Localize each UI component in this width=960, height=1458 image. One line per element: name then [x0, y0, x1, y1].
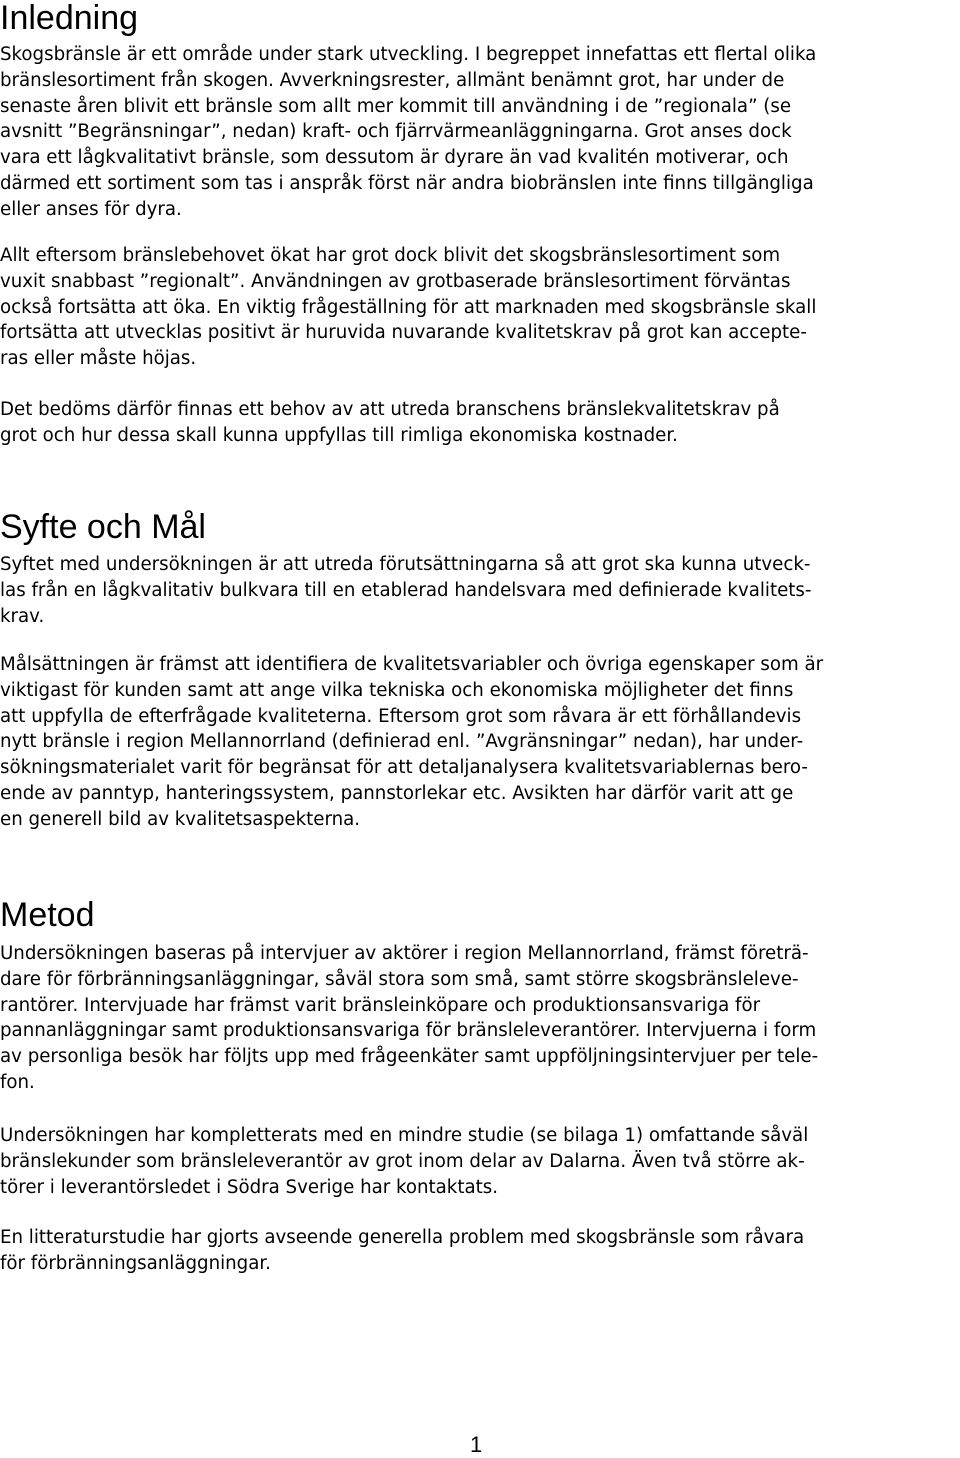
text-line: krav.: [0, 605, 45, 627]
text-line: avsnitt ”Begränsningar”, nedan) kraft- och fjärrvärmeanläggningarna. Grot anses dock: [0, 121, 792, 143]
text-line: en generell bild av kvalitetsaspekterna.: [0, 808, 361, 830]
text-line: ras eller måste höjas.: [0, 348, 197, 370]
text-line: Undersökningen baseras på intervjuer av aktörer i region Mellannorrland, främst företrä-: [0, 943, 809, 964]
text-line: vara ett lågkvalitativt bränsle, som dessutom är dyrare än vad kvalitén motiverar, och: [0, 147, 789, 169]
text-line: nytt bränsle i region Mellannorrland (definierad enl. ”Avgränsningar” nedan), har under-: [0, 731, 804, 753]
text-line: Undersökningen har kompletterats med en mindre studie (se bilaga 1) omfattande såväl: [0, 1125, 809, 1146]
text-line: Syftet med undersökningen är att utreda förutsättningarna så att grot ska kunna utveck-: [0, 554, 811, 575]
text-line: för förbränningsanläggningar.: [0, 1252, 271, 1274]
text-line: las från en lågkvalitativ bulkvara till en etablerad handelsvara med definierade kvalitets-: [0, 579, 812, 601]
text-line: grot och hur dessa skall kunna uppfyllas till rimliga ekonomiska kostnader.: [0, 424, 678, 446]
text-line: fortsätta att utvecklas positivt är huruvida nuvarande kvalitetskrav på grot kan accepte-: [0, 322, 807, 344]
section-heading-syfte-och-mal: Syfte och Mål: [0, 508, 206, 546]
text-line: viktigast för kunden samt att ange vilka tekniska och ekonomiska möjligheter det finns: [0, 679, 794, 701]
text-line: rantörer. Intervjuade har främst varit bränsleinköpare och produktionsansvariga för: [0, 994, 761, 1016]
text-line: Målsättningen är främst att identifiera de kvalitetsvariabler och övriga egenskaper som är: [0, 654, 824, 675]
text-line: därmed ett sortiment som tas i anspråk först när andra biobränslen inte finns tillgängliga: [0, 172, 814, 194]
text-line: En litteraturstudie har gjorts avseende generella problem med skogsbränsle som råvara: [0, 1227, 805, 1248]
section-heading-inledning: Inledning: [0, 0, 139, 37]
text-line: dare för förbränningsanläggningar, såväl stora som små, samt större skogsbränsleleve-: [0, 968, 799, 990]
text-line: sökningsmaterialet varit för begränsat för att detaljanalysera kvalitetsvariablernas bero-: [0, 757, 808, 779]
text-line: också fortsätta att öka. En viktig frågeställning för att marknaden med skogsbränsle skall: [0, 296, 817, 318]
paragraph: [0, 652, 958, 833]
paragraph: [0, 941, 958, 1096]
paragraph: [0, 1225, 958, 1277]
text-line: senaste åren blivit ett bränsle som allt mer kommit till användning i de ”regionala” (se: [0, 95, 792, 117]
text-line: ende av panntyp, hanteringssystem, pannstorlekar etc. Avsikten har därför varit att ge: [0, 782, 794, 804]
page-number: 1: [470, 1432, 483, 1457]
paragraph: [0, 397, 958, 449]
text-line: fon.: [0, 1071, 35, 1093]
text-line: bränslekunder som bränsleleverantör av grot inom delar av Dalarna. Även två större ak-: [0, 1150, 805, 1172]
text-line: av personliga besök har följts upp med frågeenkäter samt uppföljningsintervjuer per tele-: [0, 1046, 819, 1068]
text-line: vuxit snabbast ”regionalt”. Användningen av grotbaserade bränslesortiment förväntas: [0, 270, 791, 292]
paragraph: [0, 1123, 958, 1200]
text-line: att uppfylla de efterfrågade kvaliteterna. Eftersom grot som råvara är ett förhållandevis: [0, 705, 802, 727]
paragraph: [0, 42, 958, 223]
text-line: Skogsbränsle är ett område under stark utveckling. I begreppet innefattas ett flertal olika: [0, 44, 817, 65]
paragraph: [0, 552, 958, 629]
text-line: törer i leverantörsledet i Södra Sverige har kontaktats.: [0, 1176, 499, 1198]
text-line: Allt eftersom bränslebehovet ökat har grot dock blivit det skogsbränslesortiment som: [0, 245, 781, 266]
text-line: pannanläggningar samt produktionsansvariga för bränsleleverantörer. Intervjuerna i form: [0, 1020, 817, 1042]
section-heading-metod: Metod: [0, 896, 95, 934]
text-line: eller anses för dyra.: [0, 198, 182, 220]
text-line: bränslesortiment från skogen. Avverkningsrester, allmänt benämnt grot, har under de: [0, 69, 785, 91]
paragraph: [0, 243, 958, 372]
text-line: Det bedöms därför finnas ett behov av att utreda branschens bränslekvalitetskrav på: [0, 399, 780, 420]
